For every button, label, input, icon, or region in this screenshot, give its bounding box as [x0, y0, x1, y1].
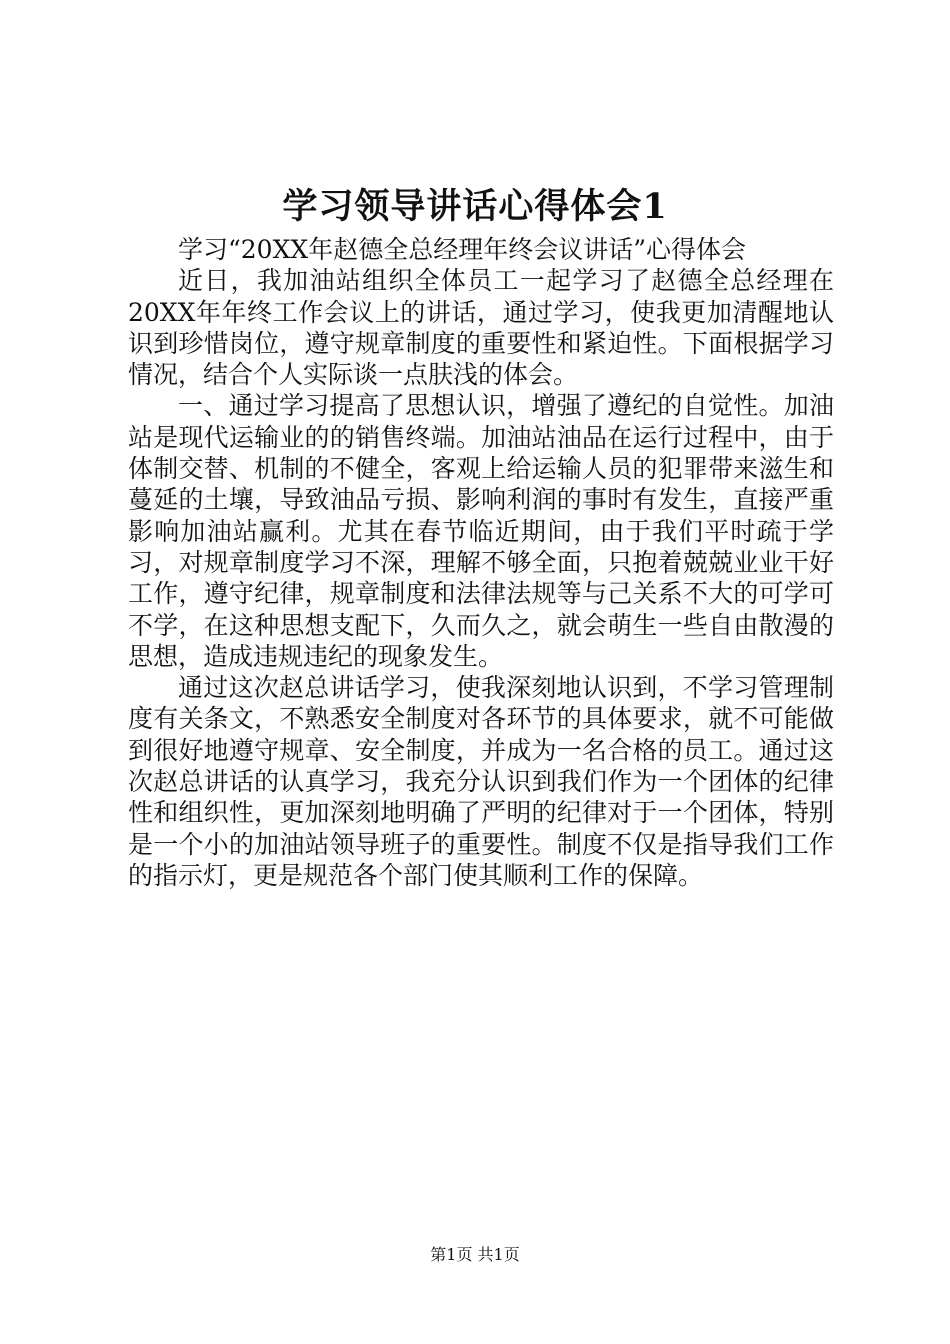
paragraph-intro: 近日，我加油站组织全体员工一起学习了赵德全总经理在20XX年年终工作会议上的讲话，通过学习，使我更加清醒地认识到珍惜岗位，遵守规章制度的重要性和紧迫性。下面根据学习情况，结合个人实际谈一点肤浅的体会。: [128, 266, 834, 390]
paragraph-section-one: 一、通过学习提高了思想认识，增强了遵纪的自觉性。加油站是现代运输业的的销售终端。加油站油品在运行过程中，由于体制交替、机制的不健全，客观上给运输人员的犯罪带来滋生和蔓延的土壤，导致油品亏损、影响利润的事时有发生，直接严重影响加油站赢利。尤其在春节临近期间，由于我们平时疏于学习，对规章制度学习不深，理解不够全面，只抱着兢兢业业干好工作，遵守纪律，规章制度和法律法规等与己关系不大的可学可不学，在这种思想支配下，久而久之，就会萌生一些自由散漫的思想，造成违规违纪的现象发生。: [128, 391, 834, 671]
page-footer: 第1页 共1页: [430, 1245, 520, 1264]
paragraph-conclusion: 通过这次赵总讲话学习，使我深刻地认识到，不学习管理制度有关条文，不熟悉安全制度对各环节的具体要求，就不可能做到很好地遵守规章、安全制度，并成为一名合格的员工。通过这次赵总讲话的认真学习，我充分认识到我们作为一个团体的纪律性和组织性，更加深刻地明确了严明的纪律对于一个团体，特别是一个小的加油站领导班子的重要性。制度不仅是指导我们工作的指示灯，更是规范各个部门使其顺利工作的保障。: [128, 673, 834, 890]
document-subtitle: 学习“20XX年赵德全总经理年终会议讲话”心得体会: [178, 235, 746, 264]
page-title: 学习领导讲话心得体会1: [282, 186, 668, 227]
document-body: [128, 234, 834, 891]
